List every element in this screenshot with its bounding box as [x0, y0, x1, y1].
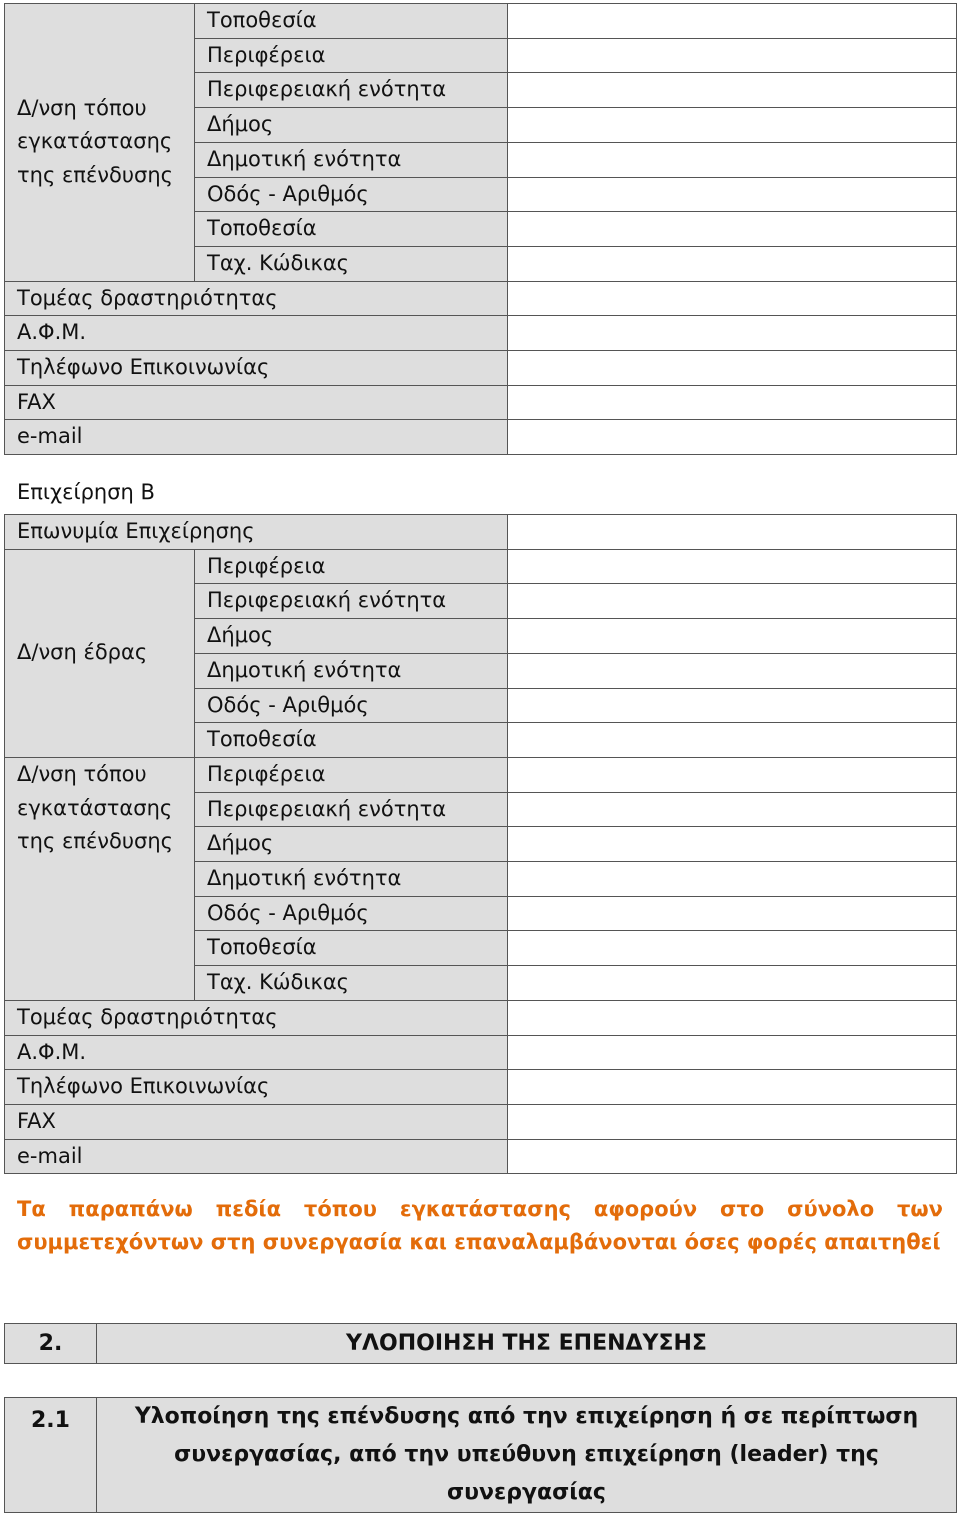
field-label: Τομέας δραστηριότητας	[5, 1000, 508, 1035]
field-value[interactable]	[508, 351, 957, 386]
field-value[interactable]	[508, 931, 957, 966]
field-label: Α.Φ.Μ.	[5, 1035, 508, 1070]
field-label: Οδός - Αριθμός	[195, 896, 508, 931]
business-b-table	[4, 514, 957, 1174]
field-label: e-mail	[5, 1139, 508, 1174]
field-value[interactable]	[508, 142, 957, 177]
field-label: Τοποθεσία	[195, 4, 508, 39]
field-value[interactable]	[508, 896, 957, 931]
field-value[interactable]	[508, 757, 957, 792]
field-value[interactable]	[508, 385, 957, 420]
install-address-label: Δ/νση τόπου εγκατάστασης της επένδυσης	[17, 761, 173, 854]
field-label: Επωνυμία Επιχείρησης	[5, 515, 508, 550]
field-label: Οδός - Αριθμός	[195, 688, 508, 723]
field-value[interactable]	[508, 549, 957, 584]
business-a-table	[4, 3, 957, 455]
field-label: Περιφέρεια	[195, 549, 508, 584]
field-value[interactable]	[508, 316, 957, 351]
field-value[interactable]	[508, 281, 957, 316]
field-value[interactable]	[508, 38, 957, 73]
subsection-number: 2.1	[5, 1398, 97, 1513]
section-number: 2.	[5, 1324, 97, 1364]
field-value[interactable]	[508, 1139, 957, 1174]
field-label: Δήμος	[195, 108, 508, 143]
field-value[interactable]	[508, 688, 957, 723]
hq-address-label-cell	[5, 549, 195, 757]
field-label: Τοποθεσία	[195, 931, 508, 966]
field-label: Τηλέφωνο Επικοινωνίας	[5, 1070, 508, 1105]
field-value[interactable]	[508, 966, 957, 1001]
field-label: Περιφερειακή ενότητα	[195, 792, 508, 827]
field-label: Δήμος	[195, 619, 508, 654]
field-label: FAX	[5, 1104, 508, 1139]
field-value[interactable]	[508, 246, 957, 281]
field-label: Οδός - Αριθμός	[195, 177, 508, 212]
field-value[interactable]	[508, 108, 957, 143]
field-label: Τοποθεσία	[195, 212, 508, 247]
section-2-header	[4, 1323, 957, 1364]
field-label: Ταχ. Κώδικας	[195, 966, 508, 1001]
field-value[interactable]	[508, 1000, 957, 1035]
field-value[interactable]	[508, 1070, 957, 1105]
field-label: Δήμος	[195, 827, 508, 862]
field-label: e-mail	[5, 420, 508, 455]
section-title: ΥΛΟΠΟΙΗΣΗ ΤΗΣ ΕΠΕΝΔΥΣΗΣ	[97, 1324, 957, 1364]
field-label: FAX	[5, 385, 508, 420]
field-value[interactable]	[508, 1104, 957, 1139]
field-value[interactable]	[508, 584, 957, 619]
field-label: Δημοτική ενότητα	[195, 862, 508, 897]
hq-address-label: Δ/νση έδρας	[17, 640, 148, 665]
field-label: Περιφέρεια	[195, 38, 508, 73]
install-address-label: Δ/νση τόπου εγκατάστασης της επένδυσης	[17, 95, 173, 188]
field-value[interactable]	[508, 653, 957, 688]
field-value[interactable]	[508, 177, 957, 212]
field-value[interactable]	[508, 862, 957, 897]
field-label: Α.Φ.Μ.	[5, 316, 508, 351]
field-label: Τομέας δραστηριότητας	[5, 281, 508, 316]
field-value[interactable]	[508, 212, 957, 247]
section-2-1-header	[4, 1397, 957, 1513]
field-value[interactable]	[508, 4, 957, 39]
field-label: Περιφερειακή ενότητα	[195, 584, 508, 619]
install-address-label-cell	[5, 4, 195, 282]
install-address-label-cell	[5, 757, 195, 1000]
installation-note: Τα παραπάνω πεδία τόπου εγκατάστασης αφορούν στο σύνολο των συμμετεχόντων στη συνεργασία και επαναλαμβάνονται όσες φορές απαιτηθεί	[17, 1197, 943, 1254]
field-value[interactable]	[508, 420, 957, 455]
field-label: Τοποθεσία	[195, 723, 508, 758]
field-value[interactable]	[508, 619, 957, 654]
field-label: Δημοτική ενότητα	[195, 653, 508, 688]
field-label: Δημοτική ενότητα	[195, 142, 508, 177]
business-b-title: Επιχείρηση Β	[17, 480, 155, 504]
field-label: Ταχ. Κώδικας	[195, 246, 508, 281]
field-label: Τηλέφωνο Επικοινωνίας	[5, 351, 508, 386]
field-value[interactable]	[508, 1035, 957, 1070]
field-label: Περιφερειακή ενότητα	[195, 73, 508, 108]
field-value[interactable]	[508, 792, 957, 827]
field-value[interactable]	[508, 723, 957, 758]
field-value[interactable]	[508, 515, 957, 550]
field-label: Περιφέρεια	[195, 757, 508, 792]
field-value[interactable]	[508, 73, 957, 108]
subsection-title: Υλοποίηση της επένδυσης από την επιχείρηση ή σε περίπτωση συνεργασίας, από την υπεύθυνη επιχείρηση (leader) της συνεργασίας	[97, 1398, 957, 1513]
field-value[interactable]	[508, 827, 957, 862]
